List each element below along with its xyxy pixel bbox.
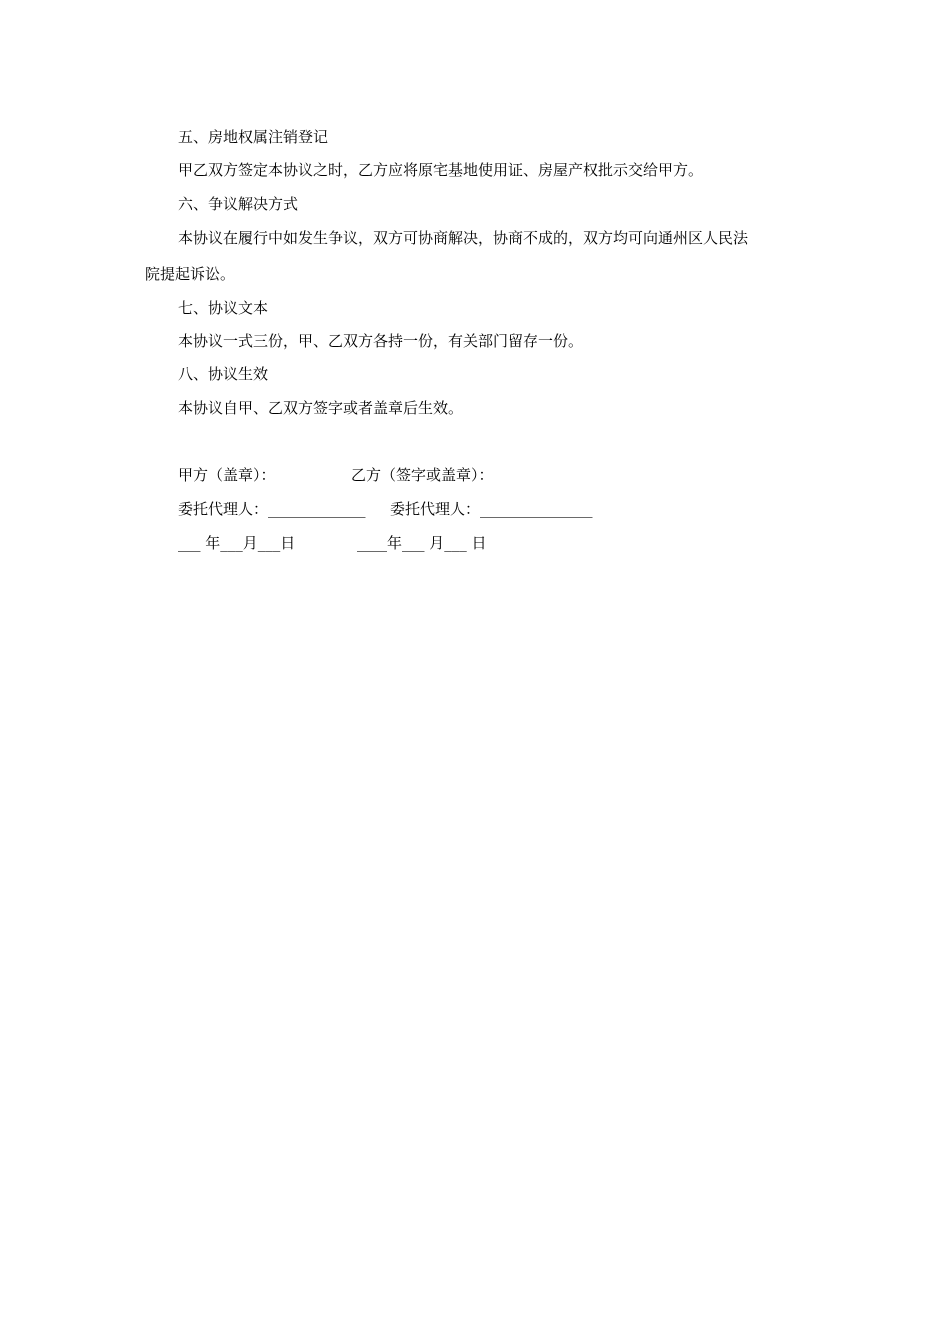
section-6-heading: 六、争议解决方式 <box>178 195 299 213</box>
section-5-heading: 五、房地权属注销登记 <box>178 128 329 146</box>
party-b-date-line: ____年___ 月___ 日 <box>357 534 487 552</box>
party-b-signature-label: 乙方（签字或盖章）： <box>351 466 494 484</box>
party-a-agent-line: 委托代理人：_____________ <box>178 500 366 518</box>
section-6-body-line2: 院提起诉讼。 <box>145 265 236 283</box>
section-8-heading: 八、协议生效 <box>178 365 269 383</box>
section-7-body: 本协议一式三份，甲、乙双方各持一份，有关部门留存一份。 <box>178 332 584 350</box>
party-a-signature-label: 甲方（盖章）： <box>178 466 276 484</box>
section-7-heading: 七、协议文本 <box>178 299 269 317</box>
section-5-body: 甲乙双方签定本协议之时，乙方应将原宅基地使用证、房屋产权批示交给甲方。 <box>178 161 704 179</box>
section-8-body: 本协议自甲、乙双方签字或者盖章后生效。 <box>178 399 464 417</box>
section-6-body-line1: 本协议在履行中如发生争议，双方可协商解决，协商不成的，双方均可向通州区人民法 <box>178 229 749 247</box>
party-b-agent-line: 委托代理人：_______________ <box>390 500 593 518</box>
party-a-date-line: ___ 年___月___日 <box>178 534 296 552</box>
